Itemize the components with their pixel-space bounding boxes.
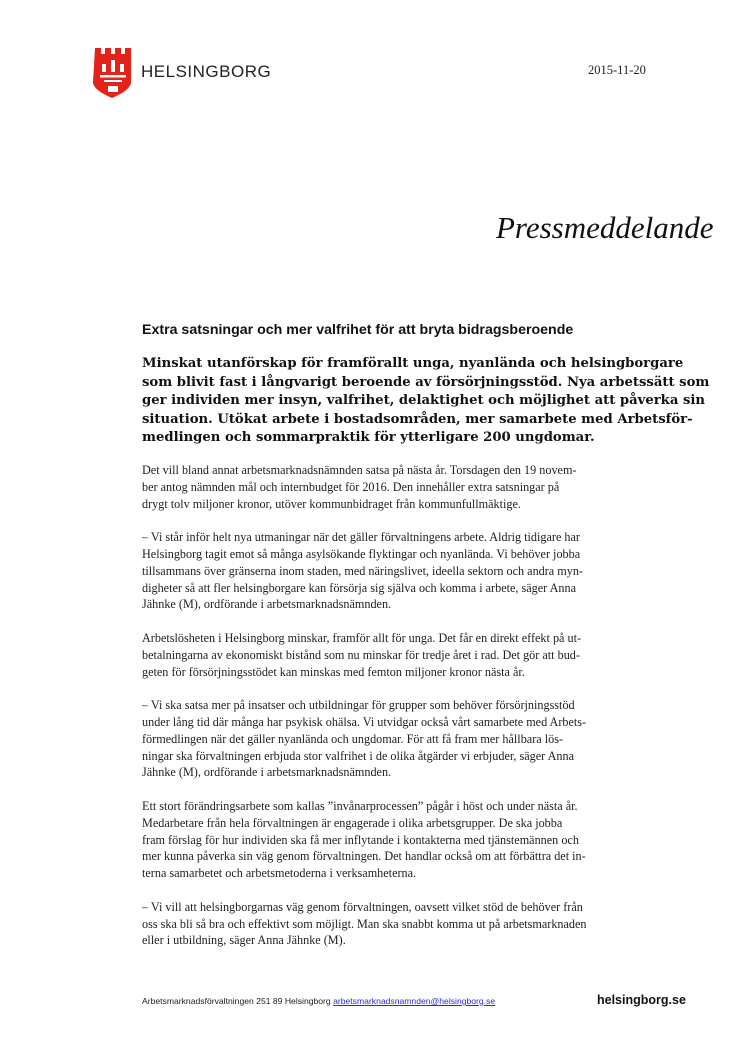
body-line: oss ska bli så bra och effektivt som möjligt. Man ska snabbt komma ut på arbetsmarknaden [142,916,587,931]
article-lead [142,355,710,448]
document-date: 2015-11-20 [588,63,646,77]
body-line: mer kunna påverka sin väg genom förvaltningen. Det handlar också om att förbättra det in- [142,849,586,864]
body-paragraph [142,630,642,680]
footer-website[interactable]: helsingborg.se [597,993,686,1007]
body-line: – Vi står inför helt nya utmaningar när det gäller förvaltningens arbete. Aldrig tidigare har [142,530,580,545]
body-line: Arbetslösheten i Helsingborg minskar, framför allt för unga. Det får en direkt effekt på ut- [142,630,582,645]
body-line: betalningarna av ekonomiskt bistånd som nu minskar för tredje året i rad. Det gör att bud- [142,647,580,662]
body-line: terna samarbetet och arbetsmetoderna i verksamheterna. [142,866,417,881]
body-paragraph [142,697,642,781]
body-line: geten för försörjningsstödet kan minskas med femton miljoner kronor nästa år. [142,664,525,679]
body-line: Det vill bland annat arbetsmarknadsnämnden satsa på nästa år. Torsdagen den 19 novem- [142,463,577,477]
footer-address-text: Arbetsmarknadsförvaltningen 251 89 Helsingborg [142,996,334,1006]
lead-line: Minskat utanförskap för framförallt unga, nyanlända och helsingborgare [142,356,684,371]
body-line: under lång tid där många har psykisk ohälsa. Vi utvidgar också vårt samarbete med Arbets- [142,714,587,729]
body-line: Jähnke (M), ordförande i arbetsmarknadsnämnden. [142,597,392,612]
body-line: fram förslag för hur individen ska få mer inflytande i kontakterna med tjänstemännen och [142,832,579,847]
body-line: – Vi ska satsa mer på insatser och utbildningar för grupper som behöver försörjningsstöd [142,698,575,713]
body-line: ningar ska förvaltningen erbjuda stor valfrihet i de olika åtgärder vi erbjuder, säger Anna [142,748,575,763]
body-line: drygt tolv miljoner kronor, utöver kommunbidraget från kommunfullmäktige. [142,496,521,511]
body-line: Jähnke (M), ordförande i arbetsmarknadsnämnden. [142,765,392,780]
body-line: Ett stort förändringsarbete som kallas ”invånarprocessen” pågår i höst och under nästa år. [142,798,578,813]
body-paragraph [142,899,642,949]
logo-wordmark: HELSINGBORG [141,62,272,81]
article-title: Extra satsningar och mer valfrihet för att bryta bidragsberoende [142,322,574,338]
body-line: – Vi vill att helsingborgarnas väg genom förvaltningen, oavsett vilket stöd de behöver från [142,899,583,914]
body-line: ber antog nämnden mål och internbudget för 2016. Den innehåller extra satsningar på [142,479,560,494]
body-line: eller i utbildning, säger Anna Jähnke (M). [142,933,346,948]
lead-line: medlingen och sommarpraktik för ytterligare 200 ungdomar. [142,430,595,445]
helsingborg-logo [92,44,292,100]
lead-line: som blivit fast i långvarigt beroende av försörjningsstöd. Nya arbetssätt som [142,374,710,390]
body-line: Helsingborg tagit emot så många asylsökande flyktingar och nyanlända. Vi behöver jobba [142,546,581,561]
body-paragraph [142,798,642,882]
article-body [142,462,642,966]
body-line: digheter så att fler helsingborgare kan försörja sig själva och komma i arbete, säger Anna [142,580,576,595]
lead-line: ger individen mer insyn, valfrihet, delaktighet och möjlighet att påverka sin [142,393,705,408]
castle-crest-icon [92,44,134,100]
body-line: förmedlingen när det gäller nyanlända och ungdomar. För att få fram mer hållbara lös- [142,731,563,746]
body-line: Medarbetare från hela förvaltningen är engagerade i olika arbetsgrupper. De ska jobba [142,815,563,830]
footer-address [142,996,495,1006]
body-paragraph [142,462,642,512]
lead-line: situation. Utökat arbete i bostadsområden, mer samarbete med Arbetsför- [142,411,693,427]
body-paragraph [142,529,642,613]
document-type-heading: Pressmeddelande [496,210,714,245]
footer-email-link[interactable]: arbetsmarknadsnamnden@helsingborg.se [333,996,496,1006]
body-line: tillsammans över gränserna inom staden, med näringslivet, ideella sektorn och andra myn- [142,563,583,578]
